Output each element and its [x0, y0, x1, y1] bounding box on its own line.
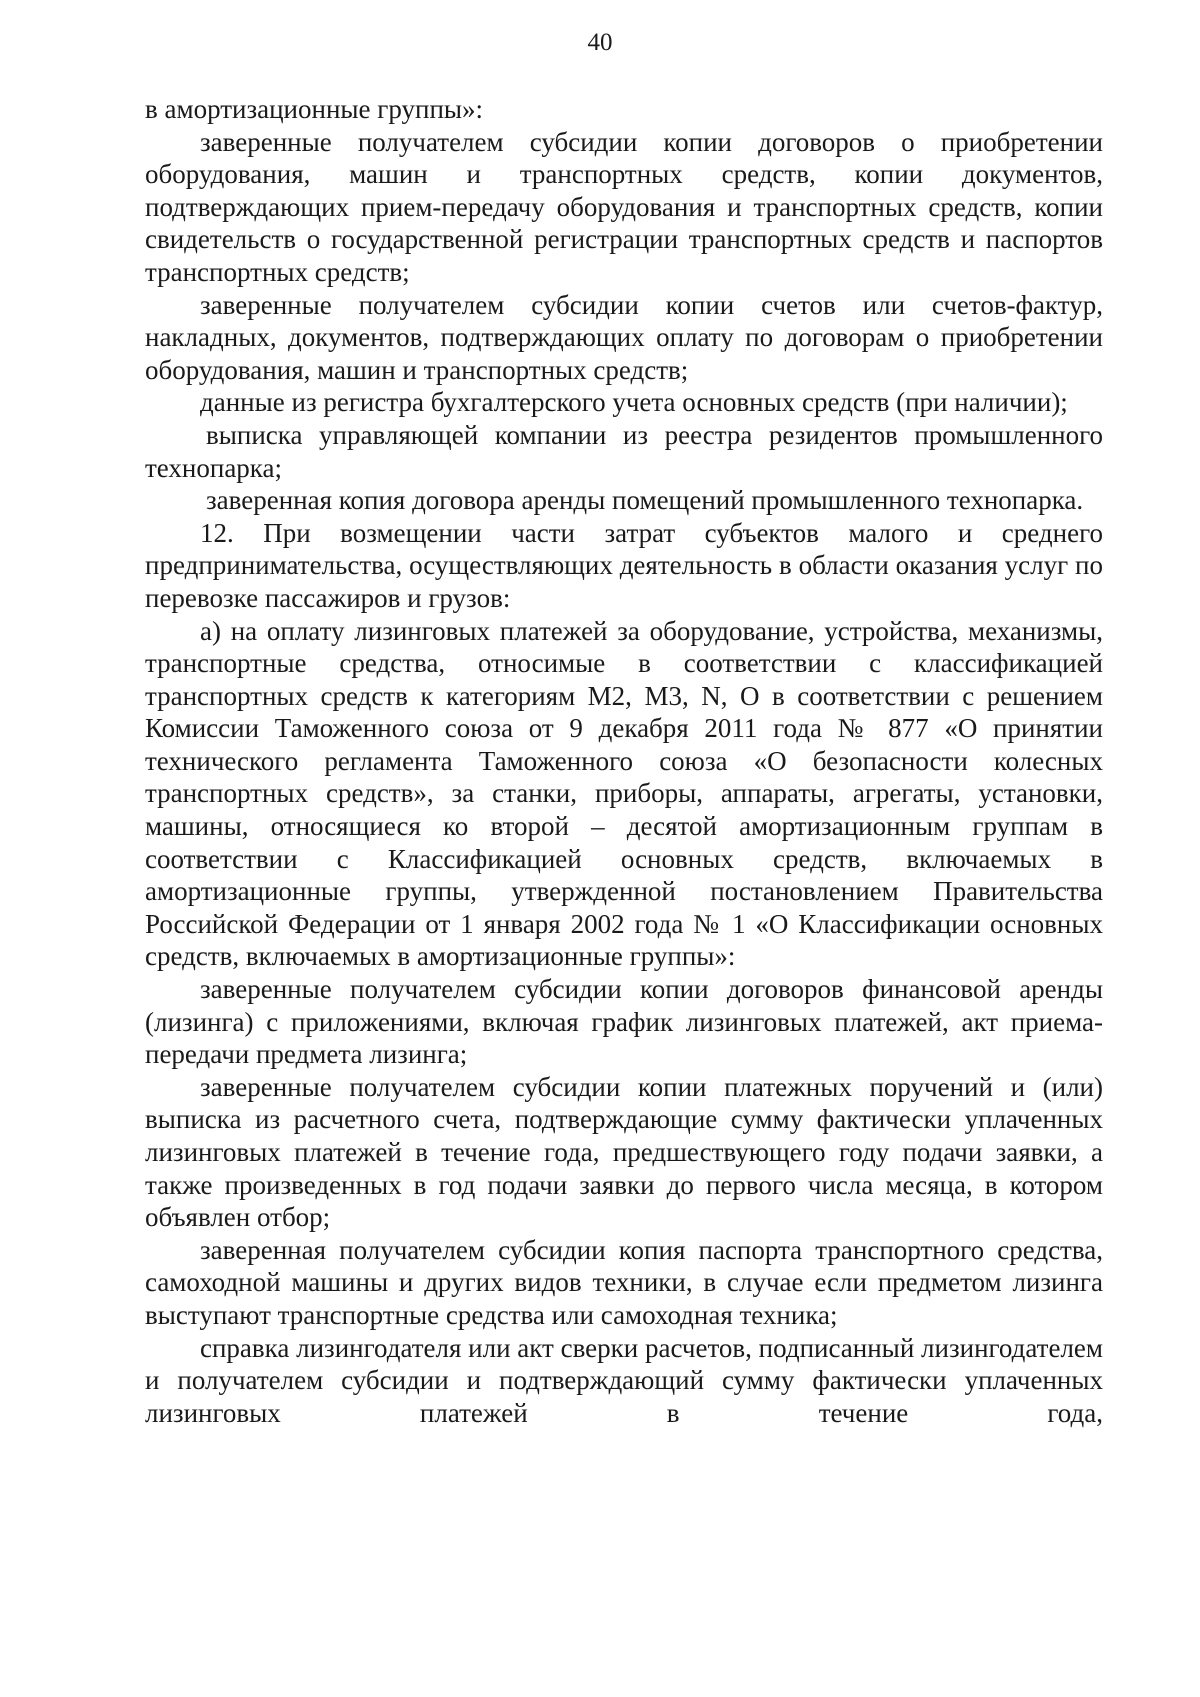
paragraph: в амортизационные группы»:	[145, 94, 484, 124]
paragraph: а) на оплату лизинговых платежей за оборудование, устройства, механизмы, транспортные средства, относимые в соответствии с классификацией транспортных средств к категориям М2, М3, N, О в соответствии с решением Комиссии Таможенного союза от 9 декабря 2011 года № 877 «О принятии технического регламента Таможенного союза «О безопасности колесных транспортных средств», за станки, приборы, аппараты, агрегаты, установки, машины, относящиеся ко второй – десятой амортизационным группам в соответствии с Классификацией основных средств, включаемых в амортизационные группы, утвержденной постановлением Правительства Российской Федерации от 1 января 2002 года № 1 «О Классификации основных средств, включаемых в амортизационные группы»:	[145, 615, 1103, 972]
page-number: 40	[587, 29, 613, 56]
paragraph: заверенные получателем субсидии копии договоров о приобретении оборудования, машин и транспортных средств, копии документов, подтверждающих прием-передачу оборудования и транспортных средств, копии свидетельств о государственной регистрации транспортных средств и паспортов транспортных средств;	[145, 126, 1103, 287]
paragraph: 12. При возмещении части затрат субъектов малого и среднего предпринимательства, осуществляющих деятельность в области оказания услуг по перевозке пассажиров и грузов:	[145, 517, 1103, 613]
paragraph: заверенные получателем субсидии копии договоров финансовой аренды (лизинга) с приложениями, включая график лизинговых платежей, акт приема-передачи предмета лизинга;	[145, 974, 1103, 1070]
paragraph: заверенные получателем субсидии копии счетов или счетов-фактур, накладных, документов, подтверждающих оплату по договорам о приобретении оборудования, машин и транспортных средств;	[145, 289, 1103, 385]
paragraph: справка лизингодателя или акт сверки расчетов, подписанный лизингодателем и получателем субсидии и подтверждающий сумму фактически уплаченных лизинговых платежей в течение года,	[145, 1332, 1103, 1428]
paragraph: заверенная копия договора аренды помещений промышленного технопарка.	[206, 485, 1084, 516]
paragraph: выписка управляющей компании из реестра резидентов промышленного технопарка;	[145, 419, 1103, 483]
paragraph: данные из регистра бухгалтерского учета основных средств (при наличии);	[200, 387, 1068, 418]
paragraph: заверенные получателем субсидии копии платежных поручений и (или) выписка из расчетного счета, подтверждающие сумму фактически уплаченных лизинговых платежей в течение года, предшествующего году подачи заявки, а также произведенных в год подачи заявки до первого числа месяца, в котором объявлен отбор;	[145, 1071, 1103, 1233]
paragraph: заверенная получателем субсидии копия паспорта транспортного средства, самоходной машины и других видов техники, в случае если предметом лизинга выступают транспортные средства или самоходная техника;	[145, 1234, 1103, 1330]
document-body	[145, 93, 1103, 1429]
